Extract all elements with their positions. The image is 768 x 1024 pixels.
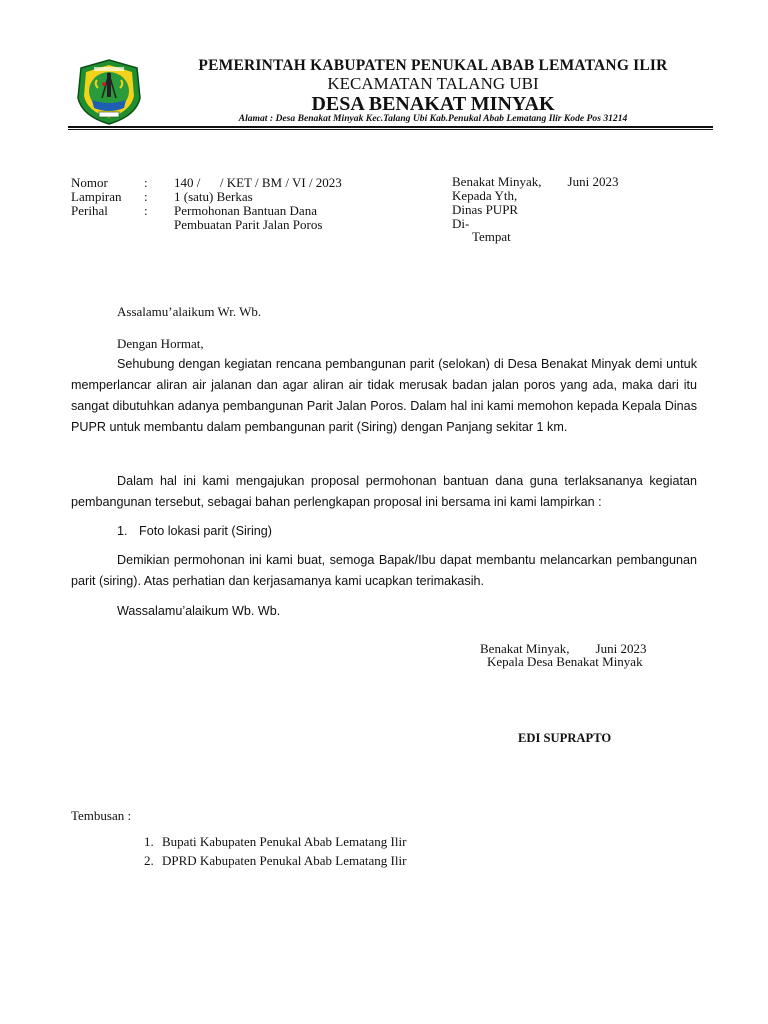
recipient-tempat: Tempat: [472, 229, 511, 244]
salutation: Dengan Hormat,: [117, 336, 204, 351]
nomor-value: 140 / / KET / BM / VI / 2023: [174, 175, 342, 190]
perihal-colon: :: [144, 203, 148, 218]
tembusan-label: Tembusan :: [71, 808, 132, 823]
signature-place-date: Benakat Minyak, Juni 2023: [480, 641, 647, 656]
recipient-agency: Dinas PUPR: [452, 202, 519, 217]
regency-emblem-icon: [74, 58, 144, 126]
recipient-di: Di-: [452, 216, 470, 231]
perihal-value-line2: Pembuatan Parit Jalan Poros: [174, 217, 323, 232]
paragraph-closing: Demikian permohonan ini kami buat, semoga Bapak/Ibu dapat membantu melancarkan pembangunan parit (siring). Atas perhatian dan kerjasamanya kami ucapkan terimakasih.: [71, 553, 697, 588]
letterhead-government: PEMERINTAH KABUPATEN PENUKAL ABAB LEMATANG ILIR: [198, 57, 668, 74]
signature-title: Kepala Desa Benakat Minyak: [487, 654, 643, 669]
tembusan-item-number: 2.: [144, 853, 154, 868]
lampiran-colon: :: [144, 189, 148, 204]
greeting: Assalamu’alaikum Wr. Wb.: [117, 304, 262, 319]
attachment-list-item: Foto lokasi parit (Siring): [139, 524, 272, 538]
attachment-list-number: 1.: [117, 524, 128, 538]
closing-greeting: Wassalamu’alaikum Wb. Wb.: [117, 604, 281, 618]
letterhead-divider-thick: [68, 126, 713, 128]
recipient-kepada: Kepada Yth,: [452, 188, 518, 203]
tembusan-item: Bupati Kabupaten Penukal Abab Lematang Ilir: [162, 834, 407, 849]
lampiran-label: Lampiran: [71, 189, 122, 204]
paragraph-proposal: Dalam hal ini kami mengajukan proposal permohonan bantuan dana guna terlaksananya kegiatan pembangunan tersebut, sebagai bahan perlengkapan proposal ini bersama ini kami lampirkan :: [71, 474, 697, 509]
letterhead-divider-thin: [68, 129, 713, 130]
nomor-label: Nomor: [71, 175, 108, 190]
nomor-colon: :: [144, 175, 148, 190]
letterhead-village: DESA BENAKAT MINYAK: [311, 93, 555, 115]
perihal-label: Perihal: [71, 203, 108, 218]
tembusan-item-number: 1.: [144, 834, 154, 849]
lampiran-value: 1 (satu) Berkas: [174, 189, 253, 204]
paragraph-request: Sehubung dengan kegiatan rencana pembangunan parit (selokan) di Desa Benakat Minyak demi untuk memperlancar aliran air jalanan dan agar aliran air tidak merusak badan jalan poros yang ada, maka dari itu sangat dibutuhkan adanya pembangunan Parit Jalan Poros. Dalam hal ini kami memohon kepada Kepala Dinas PUPR untuk membantu dalam pembangunan parit (Siring) dengan Panjang sekitar 1 km.: [71, 357, 697, 434]
signature-name: EDI SUPRAPTO: [518, 731, 612, 745]
perihal-value-line1: Permohonan Bantuan Dana: [174, 203, 317, 218]
letterhead-district: KECAMATAN TALANG UBI: [327, 74, 539, 93]
recipient-place-date: Benakat Minyak, Juni 2023: [452, 174, 619, 189]
letterhead-address: Alamat : Desa Benakat Minyak Kec.Talang Ubi Kab.Penukal Abab Lematang Ilir Kode Pos 31214: [238, 113, 628, 124]
tembusan-item: DPRD Kabupaten Penukal Abab Lematang Ilir: [162, 853, 407, 868]
